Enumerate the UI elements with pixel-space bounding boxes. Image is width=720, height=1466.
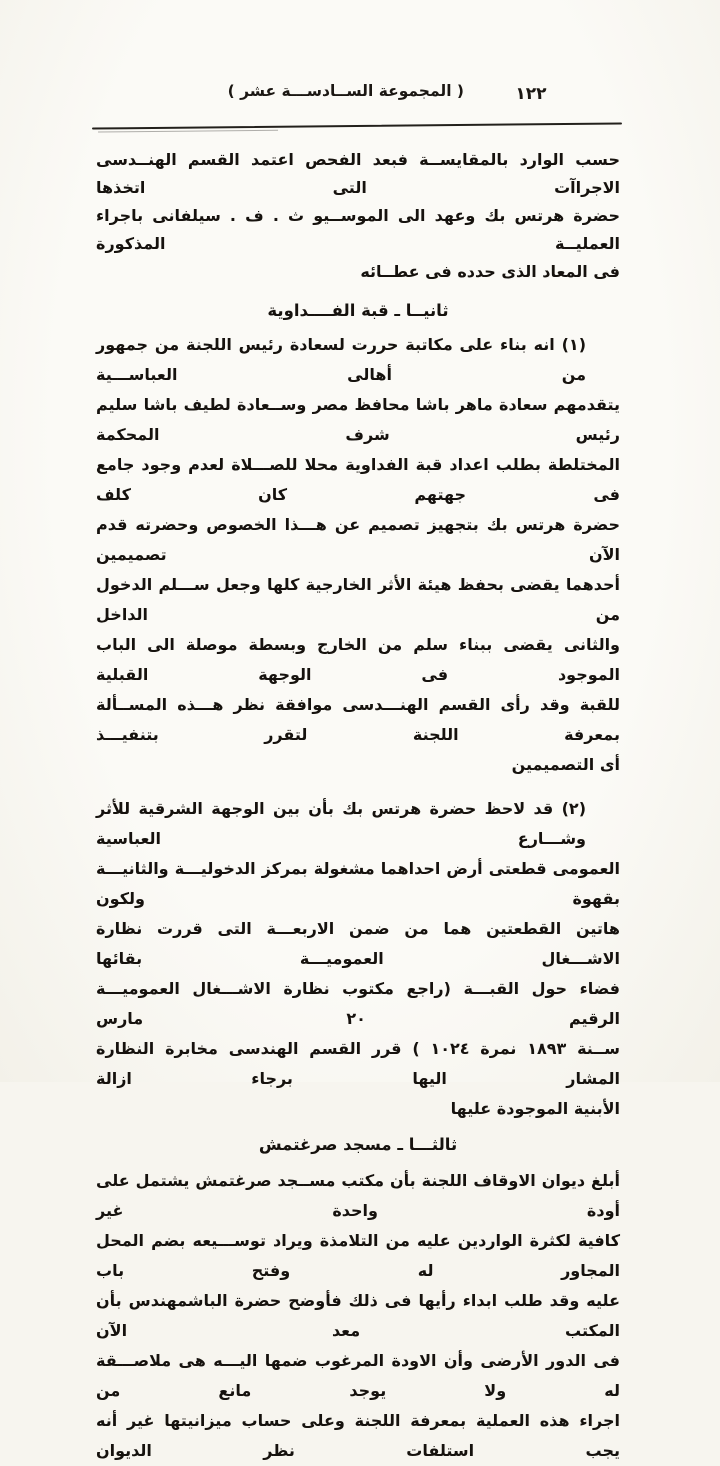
text-line: الأبنية الموجودة عليها xyxy=(450,1099,620,1118)
text-line: العمومى قطعتى أرض احداهما مشغولة بمركز الدخوليـــة والثانيـــة بقهوة ولكون xyxy=(96,859,620,908)
section-heading-second: ثانيــا ـ قبة الفــــداوية xyxy=(267,301,449,320)
page-number: ١٢٢ xyxy=(515,84,547,104)
text-line: كافية لكثرة الواردين عليه من التلامذة ويراد توســـيعه بضم المحل المجاور له وفتح باب xyxy=(96,1231,620,1280)
text-line: (١) انه بناء على مكاتبة حررت لسعادة رئيس اللجنة من جمهور من أهالى العباســـية xyxy=(96,335,586,384)
text-line: عليه وقد طلب ابداء رأيها فى ذلك فأوضح حضرة الباشمهندس بأن المكتب معد الآن xyxy=(96,1291,620,1340)
header-divider-rule xyxy=(92,122,622,129)
text-line: للقبة وقد رأى القسم الهنـــدسى موافقة نظر هـــذه المســألة بمعرفة اللجنة لتقرر بتنفيـــذ xyxy=(96,695,620,744)
text-line: أى التصميمين xyxy=(511,755,620,774)
text-line: حضرة هرتس بك وعهد الى الموســيو ث . ف . سيلفانى باجراء العمليــة المذكورة xyxy=(96,206,620,253)
text-line: ســنة ١٨٩٣ نمرة ١٠٢٤ ) قرر القسم الهندسى مخابرة النظارة المشار اليها برجاء ازالة xyxy=(96,1039,620,1088)
text-line: فى الدور الأرضى وأن الاودة المرغوب ضمها اليـــه هى ملاصـــقة له ولا يوجد مانع من xyxy=(96,1351,620,1400)
item-2-paragraph xyxy=(96,794,620,1124)
text-line: أحدهما يقضى بحفظ هيئة الأثر الخارجية كلها وجعل ســـلم الدخول من الداخل xyxy=(96,575,620,624)
text-line: يتقدمهم سعادة ماهر باشا محافظ مصر وســعادة لطيف باشا سليم رئيس شرف المحكمة xyxy=(96,395,620,444)
text-line: والثانى يقضى ببناء سلم من الخارج وبسطة موصلة الى الباب الموجود فى الوجهة القبلية xyxy=(96,635,620,684)
third-section-paragraph xyxy=(96,1166,620,1466)
document-body xyxy=(96,146,620,1466)
text-line: حسب الوارد بالمقايســة فبعد الفحص اعتمد القسم الهنــدسى الاجراآت التى اتخذها xyxy=(96,150,620,197)
text-line: هاتين القطعتين هما من ضمن الاربعـــة التى قررت نظارة الاشـــغال العموميـــة بقائها xyxy=(96,919,620,968)
text-line: المختلطة بطلب اعداد قبة الفداوية محلا للصـــلاة لعدم وجود جامع فى جهتهم كان كلف xyxy=(96,455,620,504)
item-1-paragraph xyxy=(96,330,620,780)
text-line: اجراء هذه العملية بمعرفة اللجنة وعلى حساب ميزانيتها غير أنه يجب استلفات نظر الديوان xyxy=(96,1411,620,1460)
text-line: أبلغ ديوان الاوقاف اللجنة بأن مكتب مســجد صرغتمش يشتمل على أودة واحدة غير xyxy=(96,1171,620,1220)
collection-title: ( المجموعة الســادســـة عشر ) xyxy=(227,82,464,100)
text-line: حضرة هرتس بك بتجهيز تصميم عن هـــذا الخصوص وحضرته قدم الآن تصميمين xyxy=(96,515,620,564)
text-line: فى المعاد الذى حدده فى عطــائه xyxy=(360,262,620,281)
text-line: (٢) قد لاحظ حضرة هرتس بك بأن بين الوجهة الشرقية للأثر وشـــارع العباسية xyxy=(96,799,586,848)
text-line: فضاء حول القبـــة (راجع مكتوب نظارة الاشـــغال العموميـــة الرقيم ٢٠ مارس xyxy=(96,979,620,1028)
intro-paragraph xyxy=(96,146,620,286)
section-heading-third: ثالثـــا ـ مسجد صرغتمش xyxy=(258,1135,458,1154)
